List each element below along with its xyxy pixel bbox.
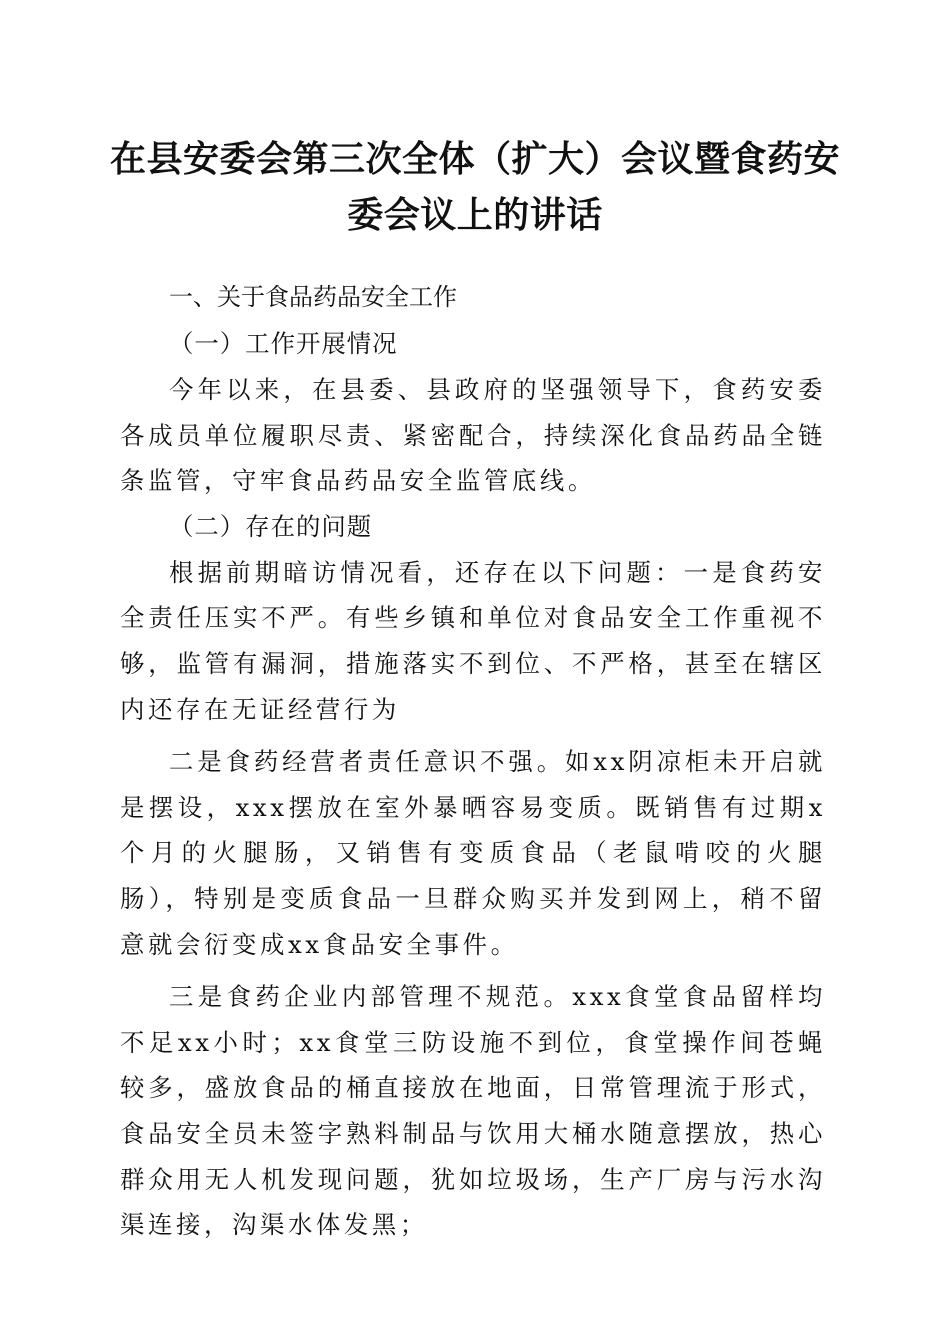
paragraph-problem-3: 三是食药企业内部管理不规范。xxx食堂食品留样均不足xx小时；xx食堂三防设施不到位，食堂操作间苍蝇较多，盛放食品的桶直接放在地面，日常管理流于形式，食品安全员未签字熟料制品与饮用大桶水随意摆放，热心群众用无人机发现问题，犹如垃圾场，生产厂房与污水沟渠连接，沟渠水体发黑； <box>120 982 826 1240</box>
paragraph-problem-2: 二是食药经营者责任意识不强。如xx阴凉柜未开启就是摆设，xxx摆放在室外暴晒容易变质。既销售有过期x个月的火腿肠，又销售有变质食品（老鼠啃咬的火腿肠），特别是变质食品一旦群众购买并发到网上，稍不留意就会衍变成xx食品安全事件。 <box>120 747 826 959</box>
subsection-heading-problems: （二）存在的问题 <box>169 511 373 541</box>
document-title: 在县安委会第三次全体（扩大）会议暨食药安委会议上的讲话 <box>109 138 840 236</box>
document-body <box>120 275 826 1248</box>
section-heading-food-drug-safety: 一、关于食品药品安全工作 <box>169 283 457 311</box>
subsection-heading-work-progress: （一）工作开展情况 <box>169 329 398 358</box>
paragraph-work-progress: 今年以来，在县委、县政府的坚强领导下，食药安委各成员单位履职尽责、紧密配合，持续深化食品药品全链条监管，守牢食品药品安全监管底线。 <box>120 375 826 496</box>
paragraph-problem-1: 根据前期暗访情况看，还存在以下问题：一是食药安全责任压实不严。有些乡镇和单位对食品安全工作重视不够，监管有漏洞，措施落实不到位、不严格，甚至在辖区内还存在无证经营行为 <box>120 557 826 724</box>
